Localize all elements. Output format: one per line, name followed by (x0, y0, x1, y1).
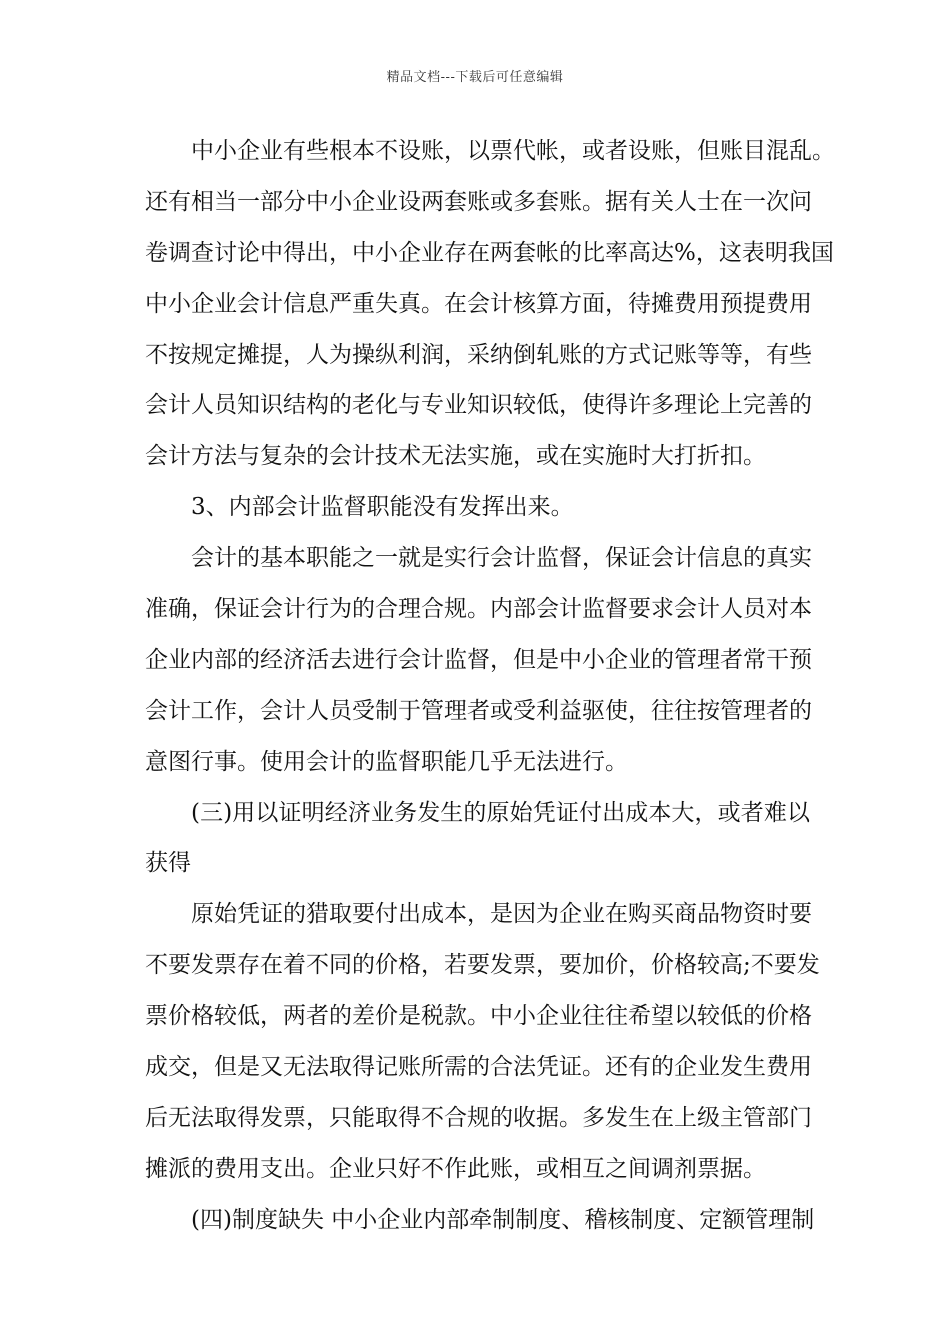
text-line: 中小企业会计信息严重失真。在会计核算方面，待摊费用预提费用 (145, 290, 812, 317)
text-line: 摊派的费用支出。企业只好不作此账，或相互之间调剂票据。 (145, 1155, 766, 1182)
text-line: 卷调查讨论中得出，中小企业存在两套帐的比率高达%，这表明我国 (145, 239, 834, 266)
text-line: 不按规定摊提，人为操纵利润，采纳倒轧账的方式记账等等，有些 (145, 341, 812, 368)
text-line: 会计方法与复杂的会计技术无法实施，或在实施时大打折扣。 (145, 443, 766, 470)
text-line: 还有相当一部分中小企业设两套账或多套账。据有关人士在一次问 (145, 188, 812, 215)
text-line: 中小企业有些根本不设账，以票代帐，或者设账，但账目混乱。 (191, 138, 835, 164)
page-header: 精品文档---下载后可任意编辑 (386, 70, 564, 85)
text-line: 意图行事。使用会计的监督职能几乎无法进行。 (145, 748, 628, 775)
text-line: 票价格较低，两者的差价是税款。中小企业往往希望以较低的价格 (145, 1003, 812, 1030)
text-line: 会计人员知识结构的老化与专业知识较低，使得许多理论上完善的 (145, 392, 812, 419)
text-line: 会计的基本职能之一就是实行会计监督，保证会计信息的真实 (191, 545, 812, 572)
text-line: (三)用以证明经济业务发生的原始凭证付出成本大，或者难以 (191, 799, 810, 826)
text-line: 获得 (145, 850, 191, 877)
text-line: 准确，保证会计行为的合理合规。内部会计监督要求会计人员对本 (145, 596, 812, 623)
text-line: 后无法取得发票，只能取得不合规的收据。多发生在上级主管部门 (145, 1104, 812, 1131)
text-line: 企业内部的经济活去进行会计监督，但是中小企业的管理者常干预 (145, 646, 812, 673)
text-line: 不要发票存在着不同的价格，若要发票，要加价，价格较高;不要发 (145, 952, 820, 979)
text-line: (四)制度缺失 中小企业内部牵制制度、稽核制度、定额管理制 (191, 1206, 815, 1233)
text-line: 原始凭证的猎取要付出成本，是因为企业在购买商品物资时要 (191, 901, 812, 928)
text-line: 3、内部会计监督职能没有发挥出来。 (191, 494, 574, 521)
text-line: 成交，但是又无法取得记账所需的合法凭证。还有的企业发生费用 (145, 1054, 812, 1081)
document-body (145, 126, 835, 1246)
text-line: 会计工作，会计人员受制于管理者或受利益驱使，往往按管理者的 (145, 697, 812, 724)
